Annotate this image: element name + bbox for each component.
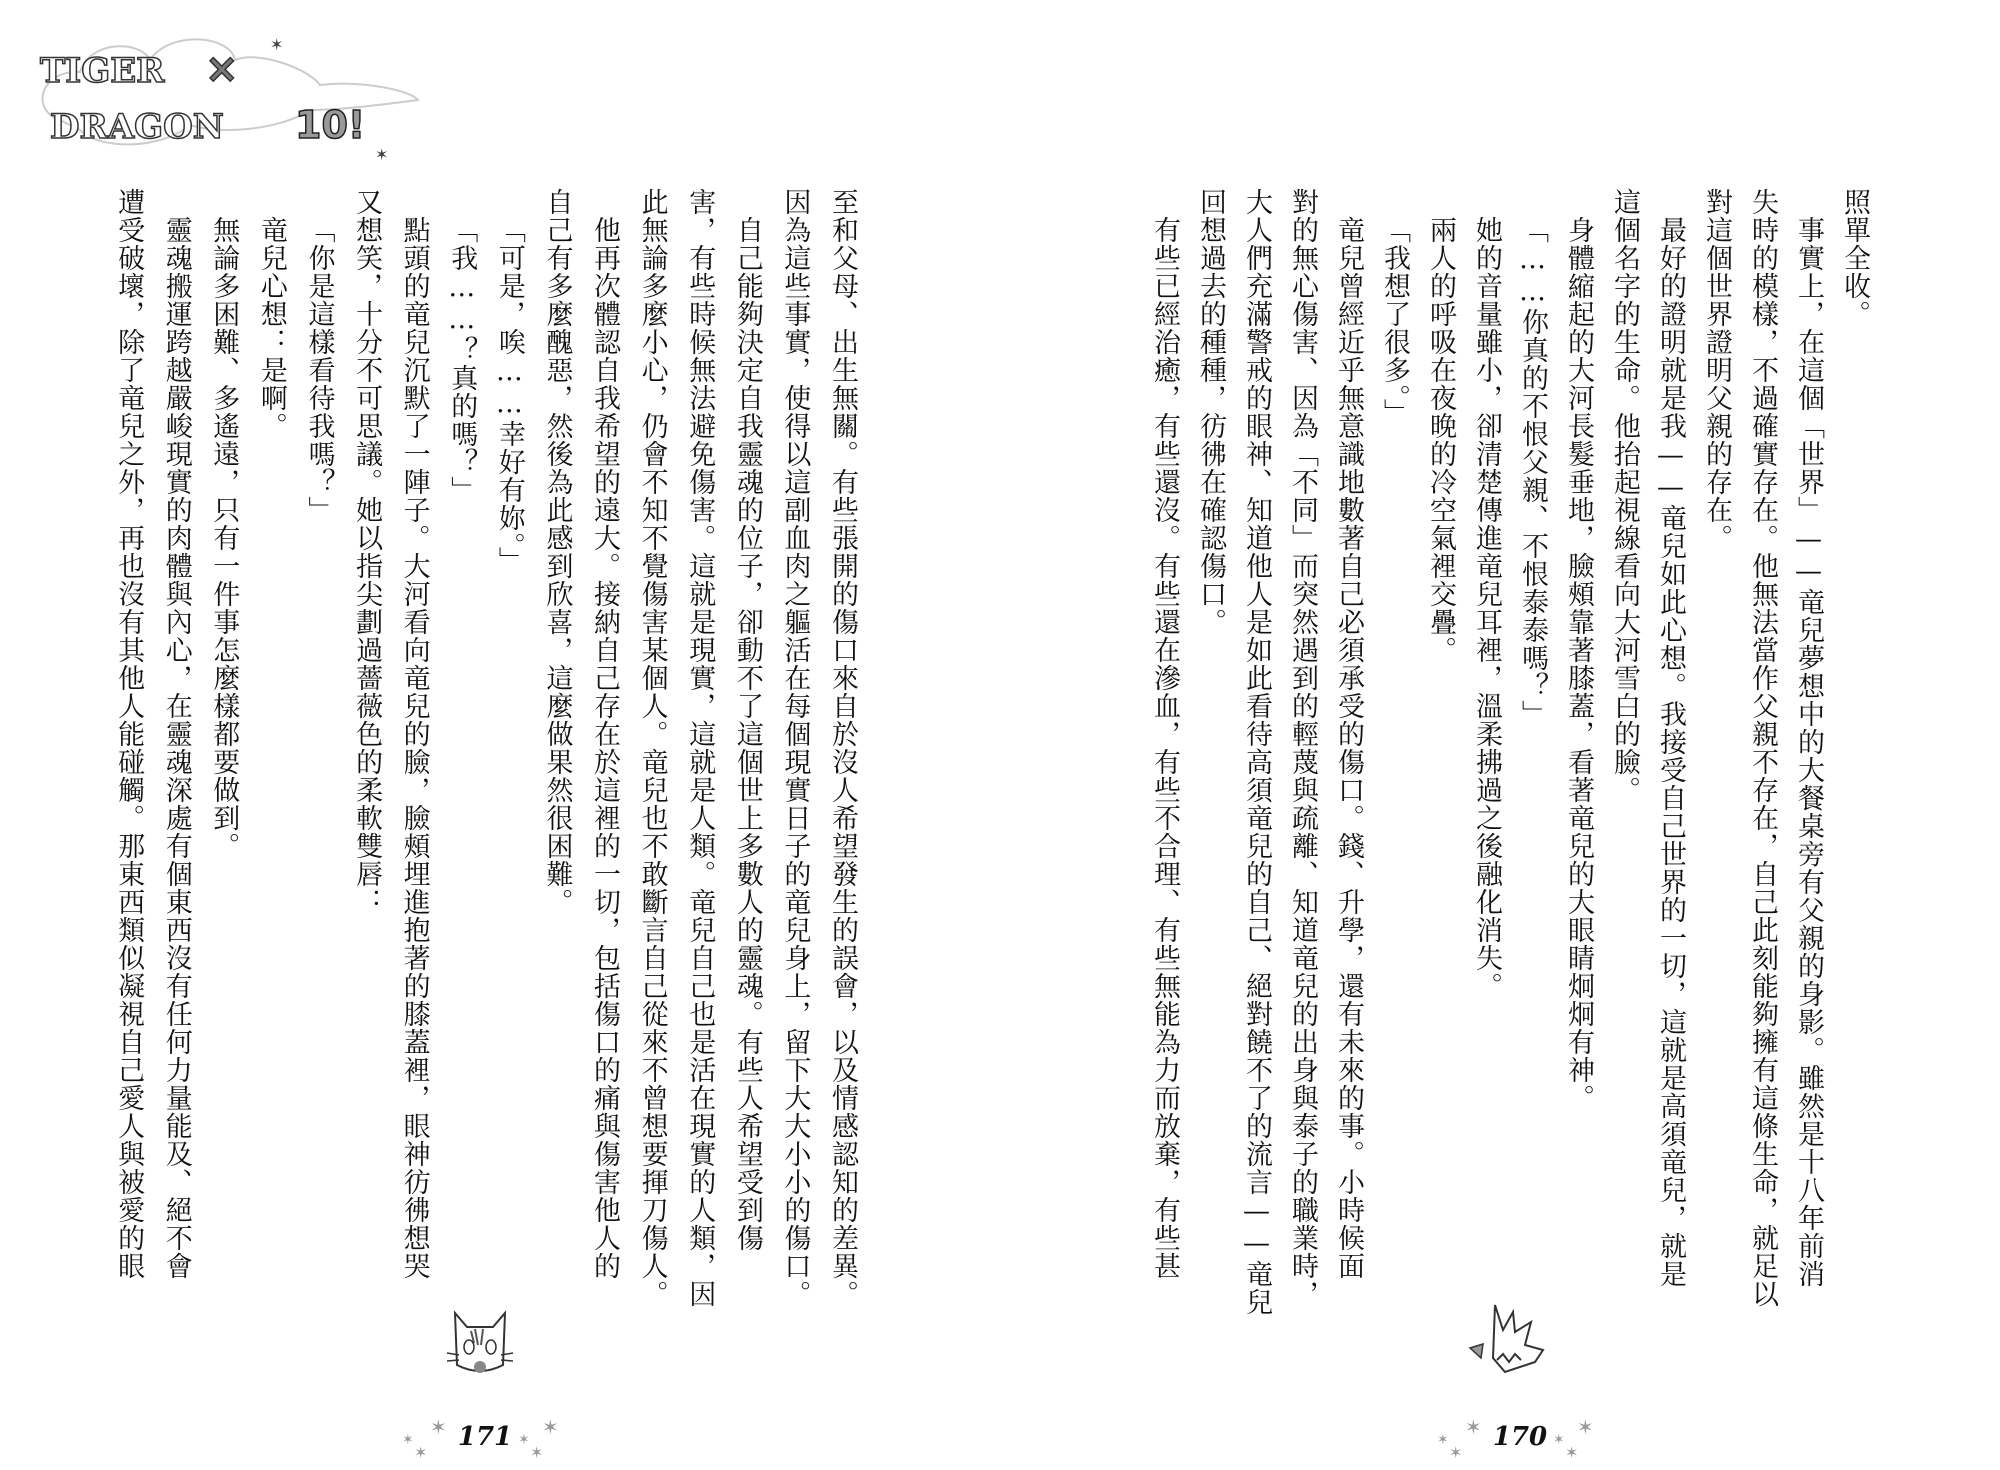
logo-volume: 10! [295, 103, 366, 147]
text-column: 「你是這樣看待我嗎？」 [303, 216, 335, 524]
text-column: 兩人的呼吸在夜晚的冷空氣裡交疊。 [1425, 216, 1456, 664]
svg-text:✶: ✶ [1465, 1420, 1482, 1439]
text-column: 失時的模樣，不過確實存在。他無法當作父親不存在，自己此刻能夠擁有這條生命，就足以 [1747, 188, 1778, 1308]
svg-text:✶: ✶ [414, 1443, 428, 1460]
svg-text:✶: ✶ [1565, 1443, 1579, 1460]
text-column: 大人們充滿警戒的眼神、知道他人是如此看待高須竜兒的自己、絕對饒不了的流言——竜兒 [1241, 188, 1272, 1316]
text-column: 因為這些事實，使得以這副血肉之軀活在每個現實日子的竜兒身上，留下大大小小的傷口。 [779, 188, 811, 1308]
page-number-right: 170 [1492, 1422, 1548, 1452]
text-column: 「可是，唉……幸好有妳。」 [493, 216, 525, 575]
svg-text:✶: ✶ [1553, 1432, 1565, 1448]
logo-line2: DRAGON [50, 107, 224, 147]
text-column: 又想笑，十分不可思議。她以指尖劃過薔薇色的柔軟雙唇： [351, 188, 383, 916]
left-page-text [104, 188, 866, 1328]
star-icon: ✶ [270, 35, 284, 54]
text-column: 竜兒曾經近乎無意識地數著自己必須承受的傷口。錢、升學，還有未來的事。小時候面 [1333, 216, 1364, 1280]
text-column: 身體縮起的大河長髮垂地，臉頰靠著膝蓋，看著竜兒的大眼睛炯炯有神。 [1563, 216, 1594, 1112]
text-column: 靈魂搬運跨越嚴峻現實的肉體與內心，在靈魂深處有個東西沒有任何力量能及、絕不會 [160, 216, 192, 1280]
svg-text:✶: ✶ [430, 1420, 447, 1439]
svg-text:✶: ✶ [1449, 1443, 1463, 1460]
text-column: 事實上，在這個「世界」——竜兒夢想中的大餐桌旁有父親的身影。雖然是十八年前消 [1793, 216, 1824, 1288]
text-column: 最好的證明就是我——竜兒如此心想。我接受自己世界的一切，這就是高須竜兒，就是 [1655, 216, 1686, 1288]
text-column: 無論多困難、多遙遠，只有一件事怎麼樣都要做到。 [208, 216, 240, 860]
svg-text:✶: ✶ [542, 1420, 559, 1439]
text-column: 至和父母、出生無關。有些張開的傷口來自於沒人希望發生的誤會，以及情感認知的差異。 [827, 188, 858, 1308]
text-column: 「我想了很多。」 [1379, 216, 1410, 427]
logo-cross: × [205, 46, 239, 92]
text-column: 害，有些時候無法避免傷害。這就是現實，這就是人類。竜兒自己也是活在現實的人類，因 [684, 188, 716, 1308]
text-column: 對這個世界證明父親的存在。 [1701, 188, 1732, 552]
text-column: 「我……？真的嗎？」 [446, 216, 478, 504]
svg-text:✶: ✶ [1437, 1432, 1449, 1448]
text-column: 自己有多麼醜惡，然後為此感到欣喜，這麼做果然很困難。 [541, 188, 573, 916]
text-column: 點頭的竜兒沉默了一陣子。大河看向竜兒的臉，臉頰埋進抱著的膝蓋裡，眼神彷彿想哭 [398, 216, 430, 1280]
text-column: 照單全收。 [1839, 188, 1870, 328]
text-column: 她的音量雖小，卻清楚傳進竜兒耳裡，溫柔拂過之後融化消失。 [1471, 216, 1502, 1000]
text-column: 自己能夠決定自我靈魂的位子，卻動不了這個世上多數人的靈魂。有些人希望受到傷 [731, 216, 763, 1252]
text-column: 這個名字的生命。他抬起視線看向大河雪白的臉。 [1609, 188, 1640, 804]
dragon-mascot-icon [1465, 1300, 1555, 1380]
svg-text:✶: ✶ [518, 1432, 530, 1448]
logo-line1: TIGER [40, 51, 165, 91]
text-column: 竜兒心想：是啊。 [255, 216, 287, 440]
text-column: 「……你真的不恨父親、不恨泰泰嗎？」 [1517, 216, 1548, 728]
svg-text:✶: ✶ [530, 1443, 544, 1460]
star-icon: ✶ [375, 145, 389, 164]
page-number-left: 171 [457, 1422, 513, 1452]
text-column: 有些已經治癒，有些還沒。有些還在滲血，有些不合理、有些無能為力而放棄，有些甚 [1149, 216, 1180, 1280]
cat-mascot-icon [445, 1305, 515, 1385]
text-column: 對的無心傷害、因為「不同」而突然遇到的輕蔑與疏離、知道竜兒的出身與泰子的職業時， [1287, 188, 1318, 1308]
series-logo [20, 10, 420, 170]
text-column: 回想過去的種種，彷彿在確認傷口。 [1195, 188, 1226, 636]
svg-text:✶: ✶ [402, 1432, 414, 1448]
text-column: 遭受破壞，除了竜兒之外，再也沒有其他人能碰觸。那東西類似凝視自己愛人與被愛的眼 [113, 188, 145, 1280]
text-column: 此無論多麼小心，仍會不知不覺傷害某個人。竜兒也不敢斷言自己從來不曾想要揮刀傷人。 [636, 188, 668, 1308]
right-page-text [1139, 188, 1877, 1328]
svg-text:✶: ✶ [1577, 1420, 1594, 1439]
text-column: 他再次體認自我希望的遠大。接納自己存在於這裡的一切，包括傷口的痛與傷害他人的 [589, 216, 621, 1280]
